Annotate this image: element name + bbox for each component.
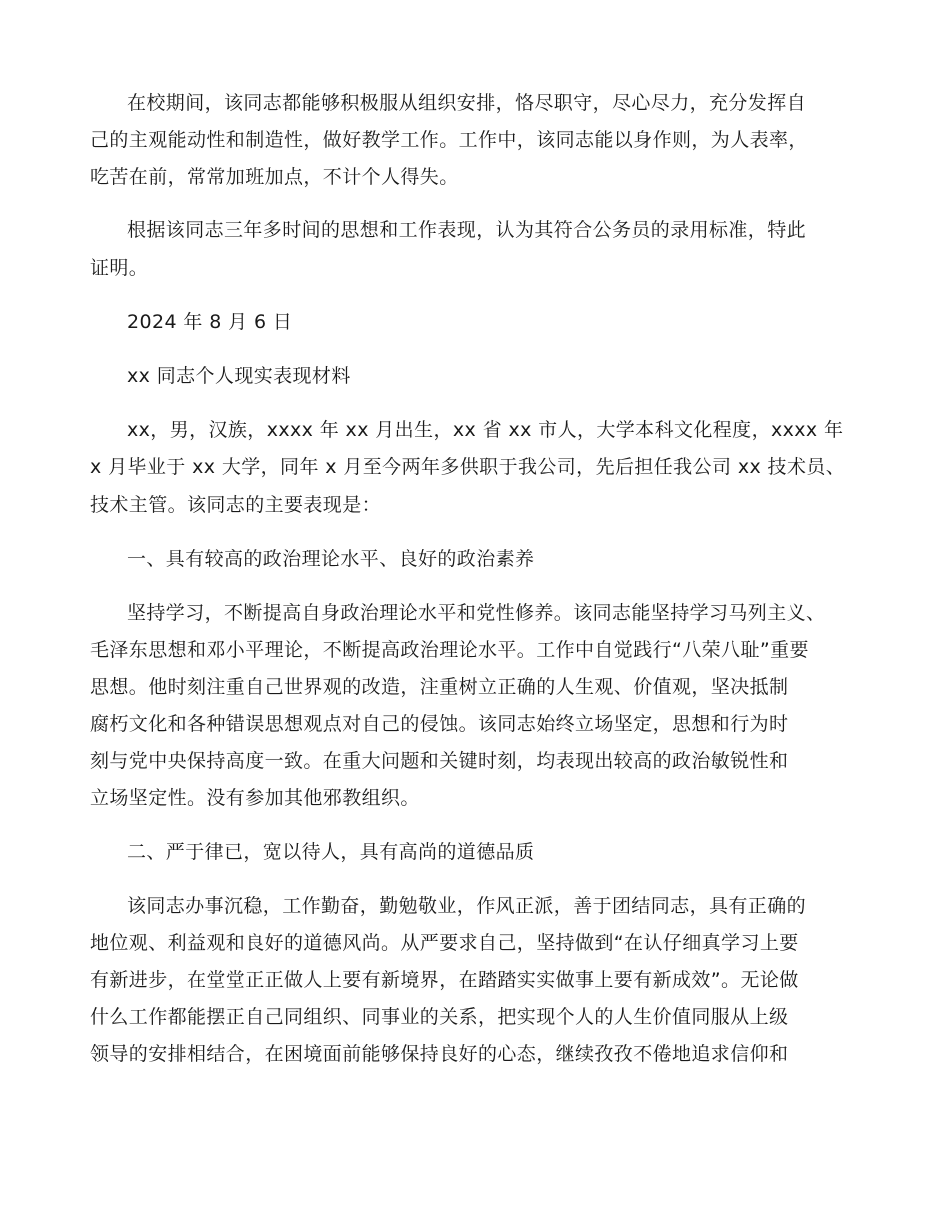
section-heading: 一、具有较高的政治理论水平、良好的政治素养 bbox=[127, 548, 535, 570]
paragraph-line: 刻与党中央保持高度一致。在重大问题和关键时刻，均表现出较高的政治敏锐性和 bbox=[90, 750, 789, 772]
paragraph-line: 技术主管。该同志的主要表现是： bbox=[90, 494, 382, 516]
paragraph-line: 己的主观能动性和制造性，做好教学工作。工作中，该同志能以身作则，为人表率， bbox=[90, 129, 808, 151]
document-title: xx 同志个人现实表现材料 bbox=[127, 365, 351, 387]
paragraph-line: 腐朽文化和各种错误思想观点对自己的侵蚀。该同志始终立场坚定，思想和行为时 bbox=[90, 713, 789, 735]
paragraph-line: x 月毕业于 xx 大学，同年 x 月至今两年多供职于我公司，先后担任我公司 xx 技术员、 bbox=[90, 456, 846, 478]
date-line: 2024 年 8 月 6 日 bbox=[127, 311, 293, 333]
section-heading: 二、严于律已，宽以待人，具有高尚的道德品质 bbox=[127, 841, 535, 863]
paragraph-line: xx，男，汉族，xxxx 年 xx 月出生，xx 省 xx 市人，大学本科文化程度，xxxx 年 bbox=[127, 419, 844, 441]
paragraph-line: 什么工作都能摆正自己同组织、同事业的关系，把实现个人的人生价值同服从上级 bbox=[90, 1006, 789, 1028]
paragraph-line: 地位观、利益观和良好的道德风尚。从严要求自己，坚持做到“在认仔细真学习上要 bbox=[90, 932, 799, 954]
paragraph-line: 领导的安排相结合，在困境面前能够保持良好的心态，继续孜孜不倦地追求信仰和 bbox=[90, 1043, 789, 1065]
paragraph-line: 坚持学习，不断提高自身政治理论水平和党性修养。该同志能坚持学习马列主义、 bbox=[127, 602, 826, 624]
paragraph-line: 立场坚定性。没有参加其他邪教组织。 bbox=[90, 787, 420, 809]
paragraph-line: 思想。他时刻注重自己世界观的改造，注重树立正确的人生观、价值观，坚决抵制 bbox=[90, 676, 789, 698]
paragraph-line: 该同志办事沉稳，工作勤奋，勤勉敬业，作风正派，善于团结同志，具有正确的 bbox=[127, 895, 807, 917]
paragraph-line: 吃苦在前，常常加班加点，不计个人得失。 bbox=[90, 166, 459, 188]
paragraph-line: 在校期间，该同志都能够积极服从组织安排，恪尽职守，尽心尽力，充分发挥自 bbox=[127, 92, 807, 114]
paragraph-line: 根据该同志三年多时间的思想和工作表现，认为其符合公务员的录用标准，特此 bbox=[127, 219, 807, 241]
paragraph-line: 证明。 bbox=[90, 257, 149, 279]
paragraph-line: 毛泽东思想和邓小平理论，不断提高政治理论水平。工作中自觉践行“八荣八耻”重要 bbox=[90, 639, 809, 661]
paragraph-line: 有新进步，在堂堂正正做人上要有新境界，在踏踏实实做事上要有新成效”。无论做 bbox=[90, 969, 799, 991]
